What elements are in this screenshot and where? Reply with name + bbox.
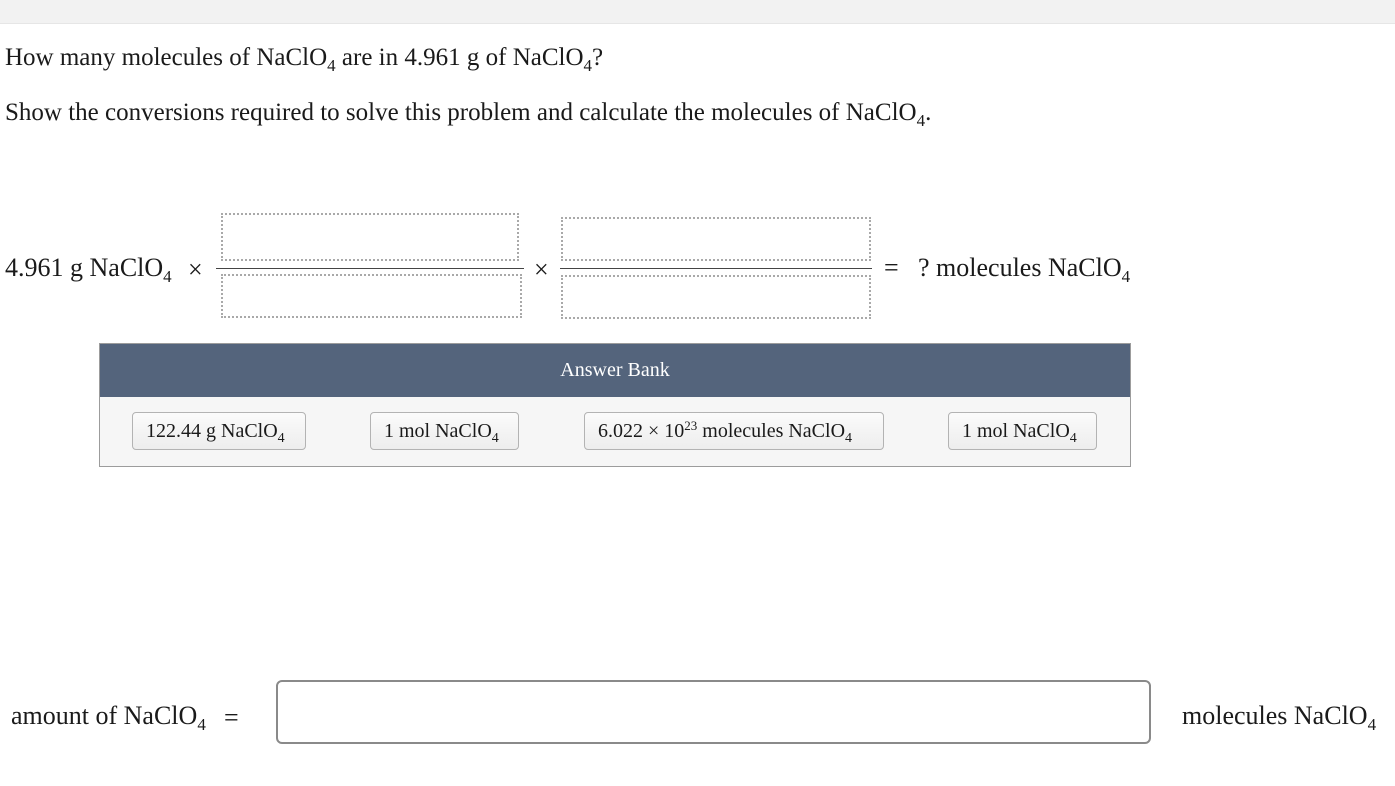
answer-chip-one-mol-2[interactable]: 1 mol NaClO$_4$	[948, 412, 1097, 450]
answer-chip-molar-mass[interactable]: 122.44 g NaClO$_4$	[132, 412, 306, 450]
result-label: ? molecules NaClO$_4$	[918, 253, 1131, 286]
equals-sign: =	[884, 253, 899, 282]
multiply-sign-1: ×	[188, 255, 203, 284]
multiply-sign-2: ×	[534, 255, 549, 284]
conversion-1-numerator-slot[interactable]	[221, 213, 519, 261]
amount-equals-sign: =	[224, 703, 239, 732]
question-text: How many molecules of NaClO$_4$ are in 4.961 g of NaClO$_4$?	[5, 44, 604, 75]
conversion-2-denominator-slot[interactable]	[561, 275, 871, 319]
conversion-1-denominator-slot[interactable]	[221, 274, 522, 318]
fraction-bar-2	[560, 268, 872, 269]
fraction-bar-1	[216, 268, 524, 269]
amount-label: amount of NaClO$_4$	[11, 701, 206, 734]
answer-bank-title: Answer Bank	[100, 344, 1130, 397]
answer-bank	[99, 343, 1131, 467]
top-bar	[0, 0, 1395, 24]
answer-unit-label: molecules NaClO$_4$	[1182, 701, 1377, 734]
answer-chip-one-mol[interactable]: 1 mol NaClO$_4$	[370, 412, 519, 450]
molecules-answer-input[interactable]	[276, 680, 1151, 744]
instruction-text: Show the conversions required to solve this problem and calculate the molecules of NaClO$_4$.	[5, 99, 932, 130]
conversion-2-numerator-slot[interactable]	[561, 217, 871, 261]
given-quantity: 4.961 g NaClO$_4$	[5, 253, 172, 286]
answer-chip-avogadro[interactable]: $6.022 \times 10^{23}$ molecules NaClO$_4$	[584, 412, 884, 450]
